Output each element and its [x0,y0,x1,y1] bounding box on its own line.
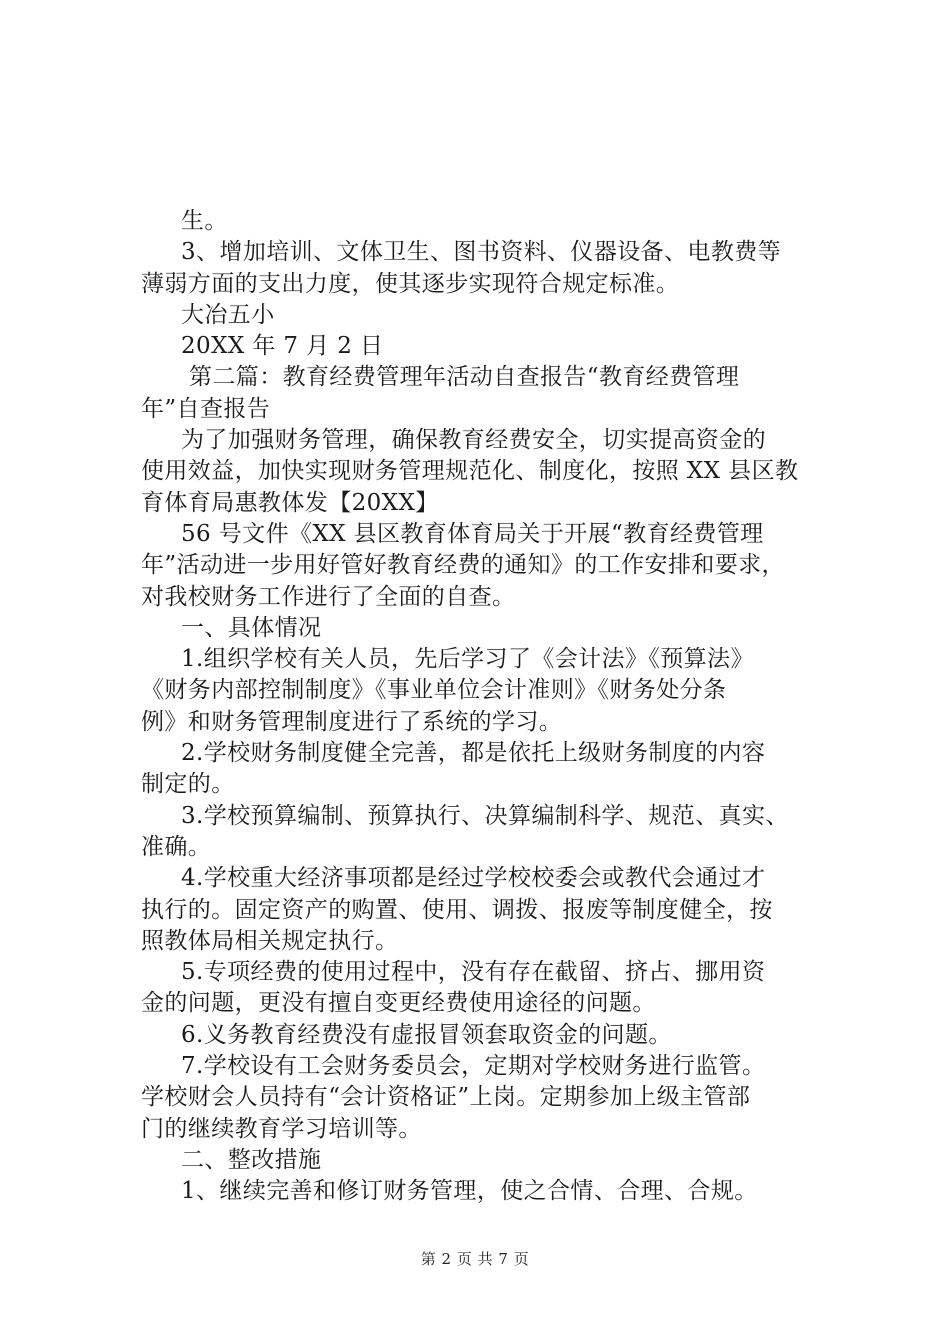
text-line: 对我校财务工作进行了全面的自查。 [141,583,516,610]
text-line: 大冶五小 [181,301,275,328]
text-line: 7.学校设有工会财务委员会，定期对学校财务进行监管。 [181,1053,766,1080]
text-line: 执行的。固定资产的购置、使用、调拨、报废等制度健全，按 [141,896,773,923]
text-line: 准确。 [141,833,212,860]
text-line: 学校财会人员持有“会计资格证”上岗。定期参加上级主管部 [141,1084,751,1111]
text-line: 6.义务教育经费没有虚报冒领套取资金的问题。 [181,1021,672,1048]
text-line: 年”活动进一步用好管好教育经费的通知》的工作安排和要求， [141,552,785,579]
section-heading: 年”自查报告 [141,395,271,422]
text-line: 1.组织学校有关人员，先后学习了《会计法》《预算法》 [181,646,754,673]
text-line: 生。 [181,208,228,234]
text-line: 为了加强财务管理，确保教育经费安全，切实提高资金的 [181,427,766,454]
page-footer: 第 2 页 共 7 页 [420,1250,530,1268]
text-line: 3.学校预算编制、预算执行、决算编制科学、规范、真实、 [181,802,789,829]
text-line: 金的问题，更没有擅自变更经费使用途径的问题。 [141,990,656,1017]
text-line: 育体育局惠教体发【20XX】 [141,489,439,516]
subheading: 二、整改措施 [181,1146,322,1173]
text-line: 例》和财务管理制度进行了系统的学习。 [141,708,563,735]
text-line: 门的继续教育学习培训等。 [141,1115,422,1142]
text-line: 5.专项经费的使用过程中，没有存在截留、挤占、挪用资 [181,959,766,986]
text-line: 照教体局相关规定执行。 [141,927,399,954]
text-line: 20XX 年 7 月 2 日 [181,333,384,360]
text-line: 3、增加培训、文体卫生、图书资料、仪器设备、电教费等 [181,239,782,266]
text-line: 制定的。 [141,771,235,798]
section-heading: 第二篇：教育经费管理年活动自查报告“教育经费管理 [189,364,740,391]
text-line: 2.学校财务制度健全完善，都是依托上级财务制度的内容 [181,740,766,767]
text-line: 1、继续完善和修订财务管理，使之合情、合理、合规。 [181,1178,758,1205]
text-line: 使用效益，加快实现财务管理规范化、制度化，按照 XX 县区教 [141,458,799,485]
text-line: 4.学校重大经济事项都是经过学校校委会或教代会通过才 [181,865,766,892]
text-line: 56 号文件《XX 县区教育体育局关于开展“教育经费管理 [181,520,764,547]
text-line: 《财务内部控制制度》《事业单位会计准则》《财务处分条 [141,677,727,704]
text-line: 薄弱方面的支出力度，使其逐步实现符合规定标准。 [141,270,680,297]
subheading: 一、具体情况 [181,614,322,641]
document-body [141,206,833,1208]
